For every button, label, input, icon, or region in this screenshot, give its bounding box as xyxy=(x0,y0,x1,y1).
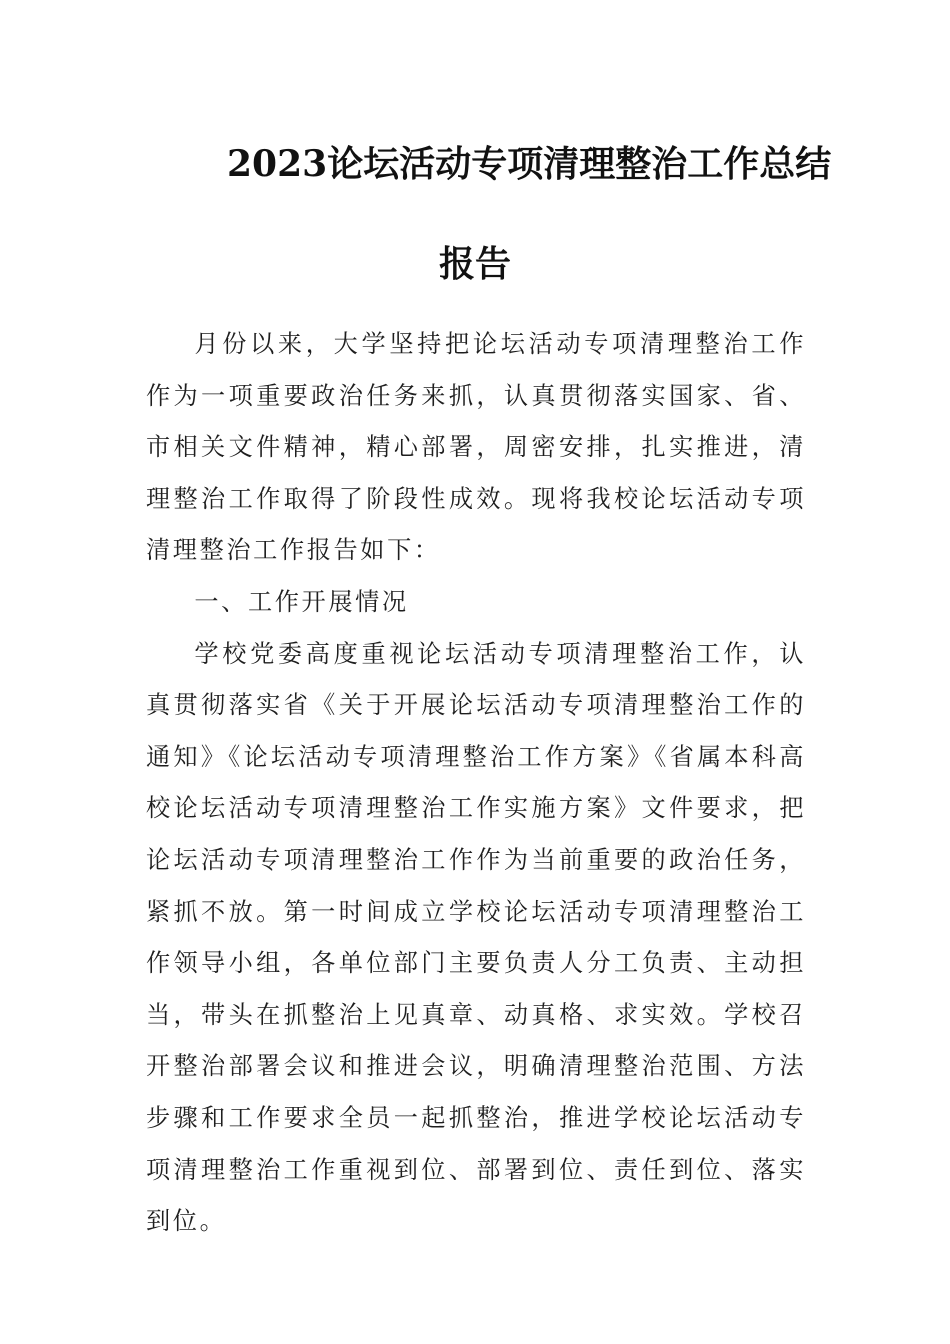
document-title-line-2: 报告 xyxy=(438,243,511,285)
section-heading-work-progress: 一、工作开展情况 xyxy=(194,587,409,616)
intro-paragraph: 月份以来，大学坚持把论坛活动专项清理整治工作作为一项重要政治任务来抓，认真贯彻落实国家、省、市相关文件精神，精心部署，周密安排，扎实推进，清理整治工作取得了阶段性成效。现将我校论坛活动专项清理整治工作报告如下： xyxy=(146,330,806,565)
document-body xyxy=(146,319,806,1248)
body-paragraph: 学校党委高度重视论坛活动专项清理整治工作，认真贯彻落实省《关于开展论坛活动专项清理整治工作的通知》《论坛活动专项清理整治工作方案》《省属本科高校论坛活动专项清理整治工作实施方案》文件要求，把论坛活动专项清理整治工作作为当前重要的政治任务，紧抓不放。第一时间成立学校论坛活动专项清理整治工作领导小组，各单位部门主要负责人分工负责、主动担当，带头在抓整治上见真章、动真格、求实效。学校召开整治部署会议和推进会议，明确清理整治范围、方法步骤和工作要求全员一起抓整治，推进学校论坛活动专项清理整治工作重视到位、部署到位、责任到位、落实到位。 xyxy=(146,639,806,1236)
document-title-line-1: 2023论坛活动专项清理整治工作总结 xyxy=(227,143,832,185)
